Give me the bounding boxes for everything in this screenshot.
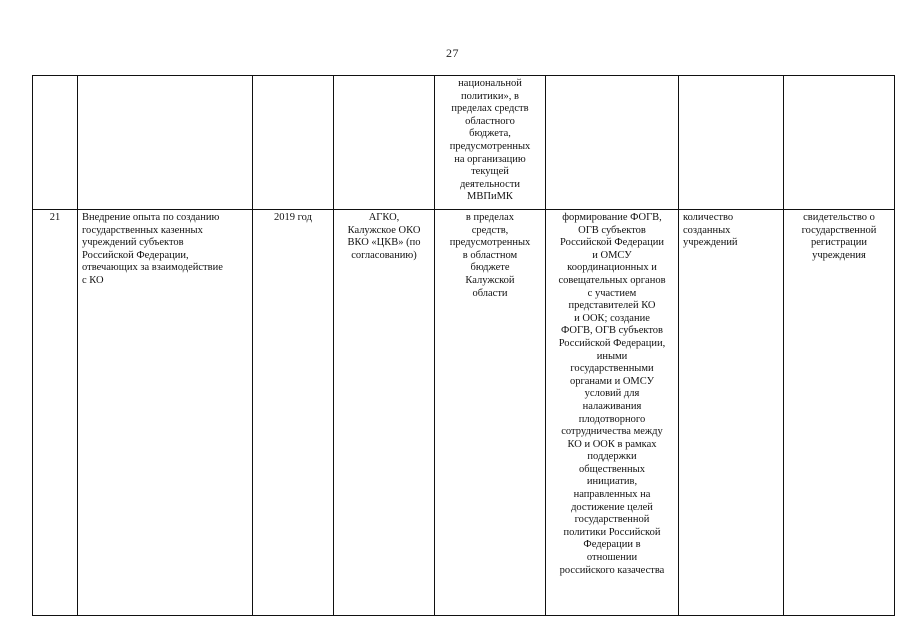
- row-divider: [33, 209, 894, 210]
- activity-cell: Внедрение опыта по созданию государственных казенных учреждений субъектов Российской Федерации, отвечающих за взаимодействие с КО: [82, 212, 223, 286]
- executors-cell: АГКО, Калужское ОКО ВКО «ЦКВ» (по согласованию): [347, 212, 421, 261]
- column-divider: [678, 76, 679, 615]
- report-document-cell: свидетельство о государственной регистрации учреждения: [801, 212, 877, 261]
- expected-result-cell: формирование ФОГВ, ОГВ субъектов Российской Федерации и ОМСУ координационных и совещательных органов с участием представителей КО и ООК; создание ФОГВ, ОГВ субъектов Российской Федерации, иными государственными органами и ОМСУ условий для налаживания плодотворного сотрудничества между КО и ООК в рамках поддержки общественных инициатив, направленных на достижение целей государственной политики Российской Федерации в отношении российского казачества: [558, 212, 666, 576]
- continuation-funding-cell: национальной политики», в пределах средств областного бюджета, предусмотренных на организацию текущей деятельности МВПиМК: [449, 78, 531, 203]
- funding-cell: в пределах средств, предусмотренных в областном бюджете Калужской области: [449, 212, 531, 299]
- column-divider: [783, 76, 784, 615]
- page-number: 27: [446, 46, 459, 60]
- deadline-cell: 2019 год: [274, 212, 312, 223]
- column-divider: [333, 76, 334, 615]
- column-divider: [252, 76, 253, 615]
- indicator-cell: количество созданных учреждений: [683, 212, 738, 249]
- plan-table: [32, 75, 895, 616]
- column-divider: [77, 76, 78, 615]
- row-number-cell: 21: [49, 212, 61, 223]
